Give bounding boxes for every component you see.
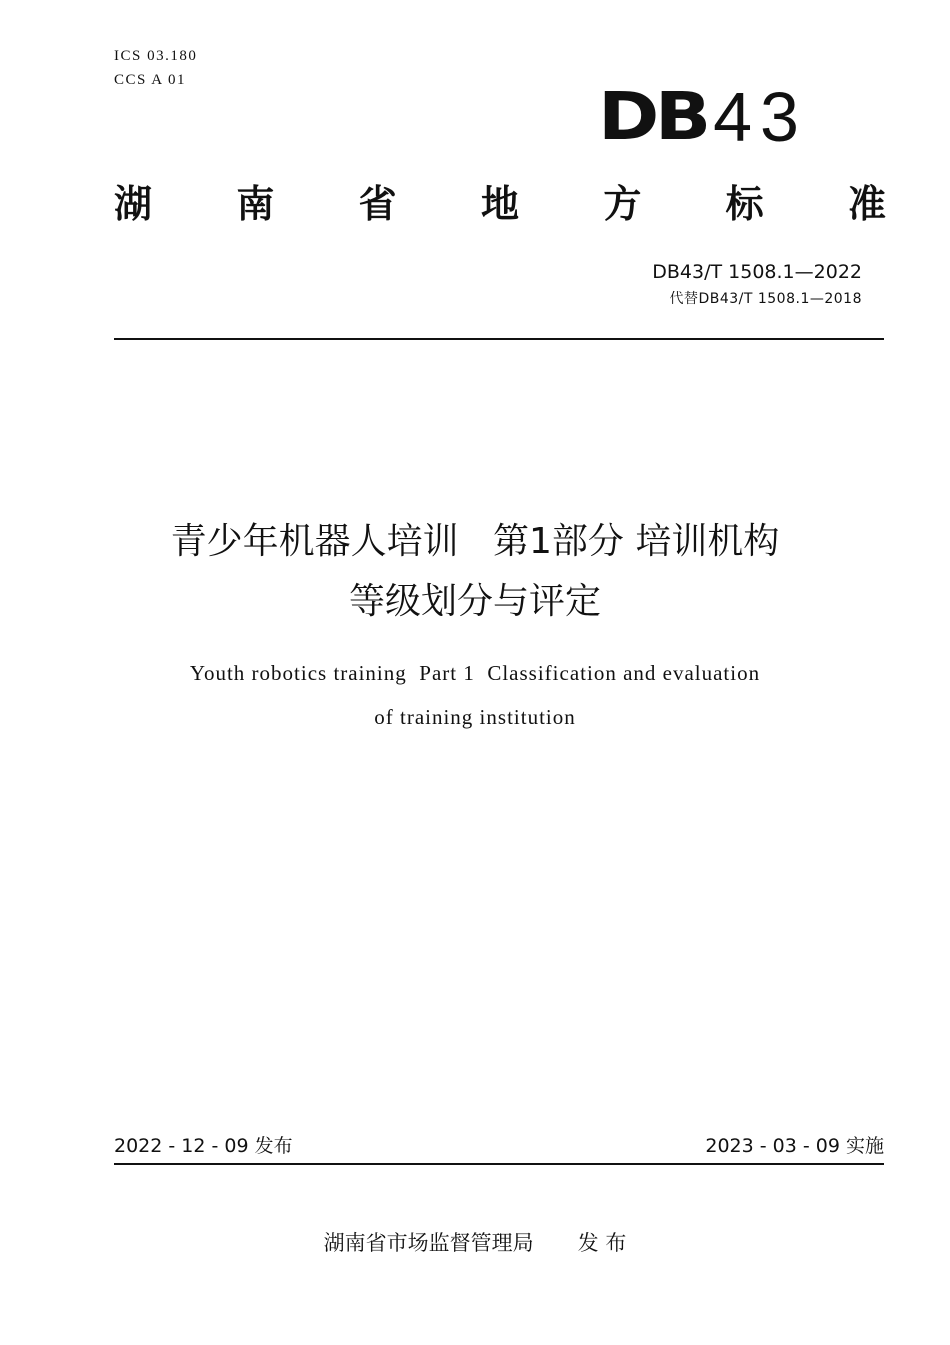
implementation-date: 2023 - 03 - 09 实施 — [705, 1135, 884, 1157]
standard-type-char: 地 — [480, 182, 519, 226]
publication-date: 2022 - 12 - 09 发布 — [114, 1135, 293, 1157]
ics-code: ICS 03.180 — [114, 48, 198, 64]
standard-type-char: 南 — [236, 182, 275, 226]
issuer-action: 发 布 — [577, 1231, 627, 1255]
classification-codes — [114, 44, 197, 92]
standard-type-char: 省 — [358, 182, 397, 226]
ccs-code: CCS A 01 — [114, 72, 187, 88]
top-divider — [114, 338, 884, 340]
standard-type-heading — [114, 176, 886, 232]
standard-type-char: 标 — [725, 182, 764, 226]
issuer-line — [0, 1228, 950, 1258]
english-title-line-1: Youth robotics training Part 1 Classification and evaluation — [189, 661, 761, 685]
chinese-title-line-1: 青少年机器人培训 第1部分 培训机构 — [170, 521, 780, 562]
logo-letters: DB — [598, 78, 707, 155]
standard-code: DB43/T 1508.1—2022 — [652, 261, 862, 283]
replaces-standard: 代替DB43/T 1508.1—2018 — [669, 291, 862, 307]
english-title-line-2: of training institution — [374, 705, 576, 729]
bottom-divider — [114, 1163, 884, 1165]
standard-type-char: 准 — [847, 182, 886, 226]
issuer-name: 湖南省市场监督管理局 — [323, 1231, 534, 1255]
db43-logo — [598, 78, 807, 156]
standard-type-char: 湖 — [114, 182, 153, 226]
logo-number: 43 — [713, 78, 807, 156]
standard-type-char: 方 — [603, 182, 642, 226]
chinese-title-line-2: 等级划分与评定 — [348, 581, 601, 622]
